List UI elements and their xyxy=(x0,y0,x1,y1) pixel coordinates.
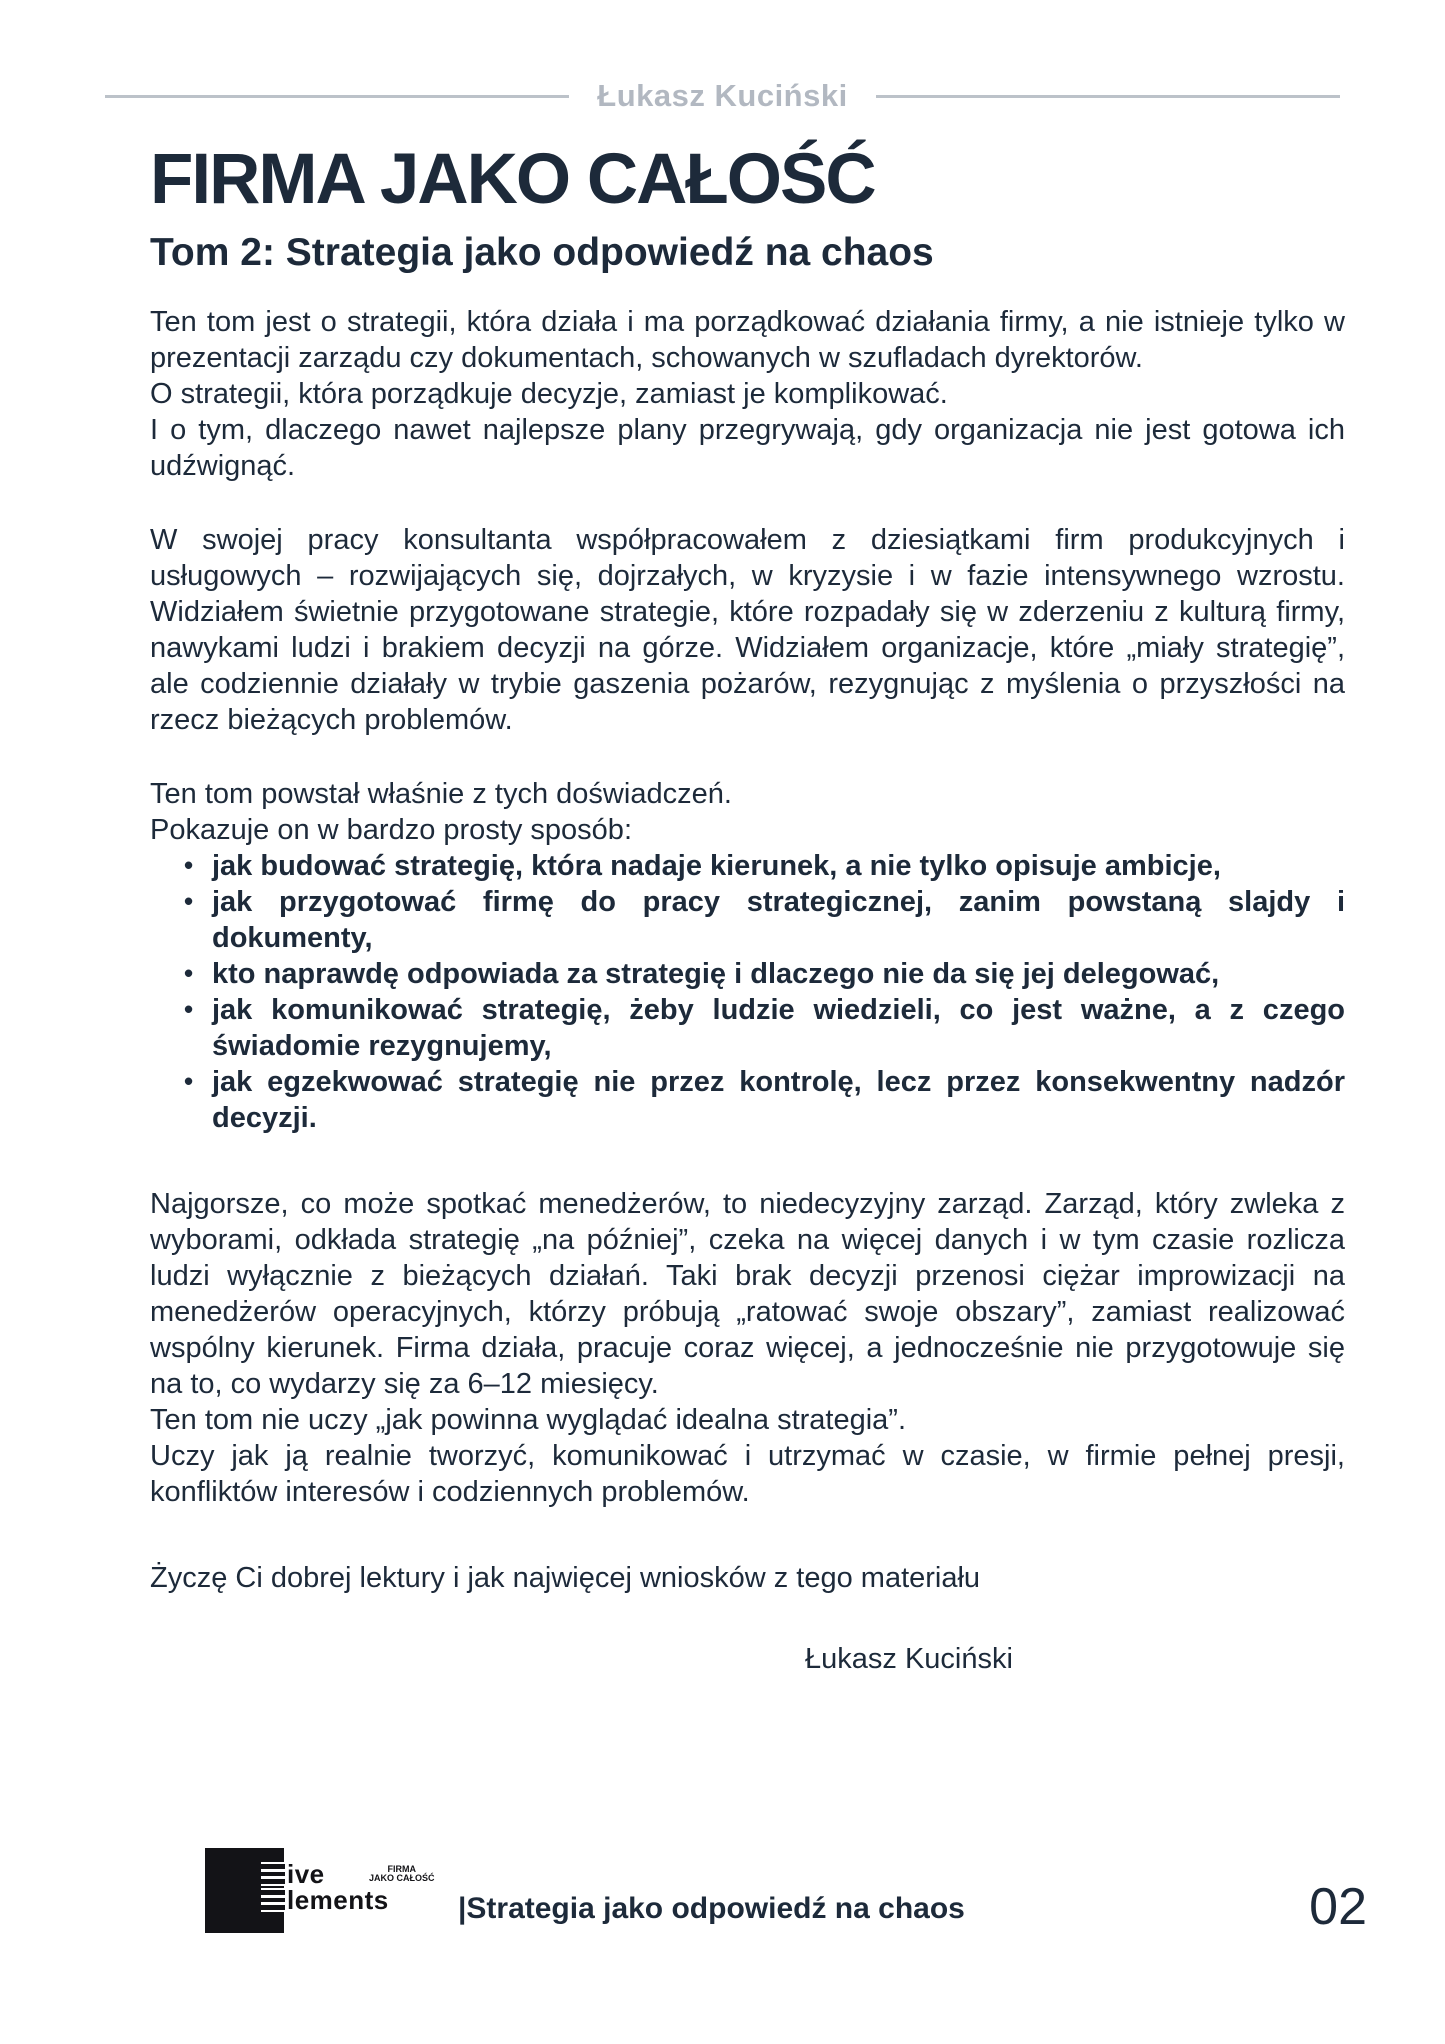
bullet-list xyxy=(150,848,1345,1136)
page-number: 02 xyxy=(1309,1878,1367,1936)
page-header xyxy=(105,78,1340,114)
paragraph-line: Najgorsze, co może spotkać menedżerów, to niedecyzyjny zarząd. Zarząd, który zwleka z wyborami, odkłada strategię „na później”, czeka na więcej danych i w tym czasie rozlicza ludzi wyłącznie z bieżących działań. Taki brak decyzji przenosi ciężar improwizacji na menedżerów operacyjnych, którzy próbują „ratować swoje obszary”, zamiast realizować wspólny kierunek. Firma działa, pracuje coraz więcej, a jednocześnie nie przygotowuje się na to, co wydarzy się za 6–12 miesięcy. xyxy=(150,1188,1345,1400)
body-text xyxy=(150,304,1345,1677)
logo-word-five: ive xyxy=(287,1859,325,1889)
bullet-item: • jak budować strategię, która nadaje kierunek, a nie tylko opisuje ambicje, xyxy=(150,848,1345,884)
five-elements-logo xyxy=(205,1848,435,1933)
paragraph-line: O strategii, która porządkuje decyzje, zamiast je komplikować. xyxy=(150,378,948,410)
logo-row-elements xyxy=(261,1887,389,1913)
footer-caption: |Strategia jako odpowiedź na chaos xyxy=(458,1892,965,1925)
paragraph-line: Uczy jak ją realnie tworzyć, komunikować i utrzymać w czasie, w firmie pełnej presji, konfliktów interesów i codziennych problemów. xyxy=(150,1440,1345,1508)
paragraph-line: I o tym, dlaczego nawet najlepsze plany przegrywają, gdy organizacja nie jest gotowa ich udźwignąć. xyxy=(150,414,1345,482)
paragraph-line: Ten tom nie uczy „jak powinna wyglądać idealna strategia”. xyxy=(150,1404,907,1436)
bullet-item: • kto naprawdę odpowiada za strategię i dlaczego nie da się jej delegować, xyxy=(150,956,1345,992)
signature: Łukasz Kuciński xyxy=(805,1643,1013,1675)
page-footer xyxy=(0,1848,1445,1968)
paragraph-line: W swojej pracy konsultanta współpracowałem z dziesiątkami firm produkcyjnych i usługowych – rozwijających się, dojrzałych, w kryzysie i w fazie intensywnego wzrostu. Widziałem świetnie przygotowane strategie, które rozpadały się w zderzeniu z kulturą firmy, nawykami ludzi i brakiem decyzji na górze. Widziałem organizacje, które „miały strategię”, ale codziennie działały w trybie gaszenia pożarów, rezygnując z myślenia o przyszłości na rzecz bieżących problemów. xyxy=(150,524,1345,736)
header-rule-left xyxy=(105,95,569,98)
logo-bars-icon xyxy=(261,1888,287,1912)
logo-tagline-line1: FIRMA xyxy=(387,1864,416,1874)
paragraph-line: Pokazuje on w bardzo prosty sposób: xyxy=(150,814,632,846)
paragraph-spacer xyxy=(150,484,1345,522)
header-rule-right xyxy=(876,95,1340,98)
paragraph-spacer xyxy=(150,1136,1345,1186)
bullet-item: • jak egzekwować strategię nie przez kontrolę, lecz przez konsekwentny nadzór decyzji. xyxy=(150,1064,1345,1136)
paragraph-line: Ten tom powstał właśnie z tych doświadczeń. xyxy=(150,778,732,810)
logo-bars-icon xyxy=(261,1862,287,1886)
logo-tagline-line2: JAKO CAŁOŚĆ xyxy=(369,1873,435,1883)
paragraph-2 xyxy=(150,522,1345,738)
paragraph-1 xyxy=(150,304,1345,484)
paragraph-line: Ten tom jest o strategii, która działa i ma porządkować działania firmy, a nie istnieje tylko w prezentacji zarządu czy dokumentach, schowanych w szufladach dyrektorów. xyxy=(150,306,1345,374)
paragraph-spacer xyxy=(150,1510,1345,1560)
paragraph-3 xyxy=(150,776,1345,1136)
header-author-name: Łukasz Kuciński xyxy=(597,78,848,113)
bullet-item: • jak przygotować firmę do pracy strategicznej, zanim powstaną slajdy i dokumenty, xyxy=(150,884,1345,956)
logo-word-elements: lements xyxy=(287,1885,389,1915)
page-title: FIRMA JAKO CAŁOŚĆ xyxy=(150,140,875,219)
paragraph-spacer xyxy=(150,738,1345,776)
bullet-item: • jak komunikować strategię, żeby ludzie wiedzieli, co jest ważne, a z czego świadomie rezygnujemy, xyxy=(150,992,1345,1064)
logo-tagline xyxy=(369,1865,435,1883)
closing-line: Życzę Ci dobrej lektury i jak najwięcej wniosków z tego materiału xyxy=(150,1562,981,1594)
paragraph-4 xyxy=(150,1186,1345,1510)
page-subtitle: Tom 2: Strategia jako odpowiedź na chaos xyxy=(150,231,934,274)
